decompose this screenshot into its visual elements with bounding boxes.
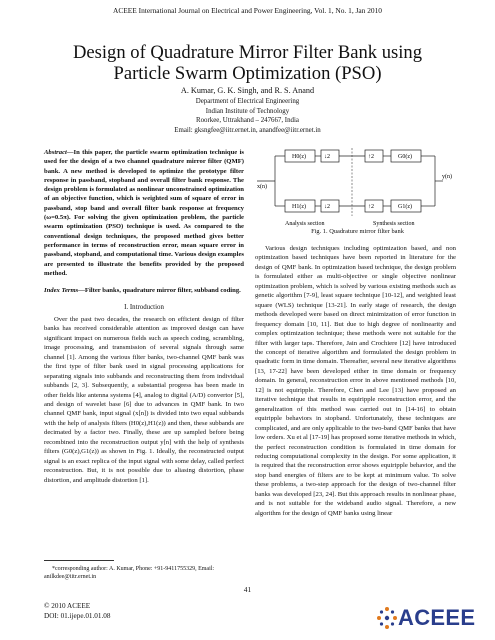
copyright-text: © 2010 ACEEE (44, 602, 91, 610)
doi-text[interactable]: DOI: 01.ijepe.01.01.08 (44, 611, 111, 620)
title-line: Design of Quadrature Mirror Filter Bank using (72, 42, 423, 63)
footnote-rule (44, 560, 114, 561)
affiliation-line: Indian Institute of Technology (205, 107, 290, 115)
journal-header: ACEEE International Journal on Electrical and Power Engineering, Vol. 1, No. 1, Jan 2010 (112, 6, 382, 15)
h1-label: H1(z) (292, 204, 306, 210)
title-line: Particle Swarm Optimization (PSO) (113, 63, 382, 84)
downsampler-label: ↓2 (324, 204, 330, 210)
copyright-block (44, 602, 110, 621)
authors: A. Kumar, G. K. Singh, and R. S. Anand (180, 86, 315, 95)
qmf-bank-diagram (255, 148, 460, 238)
left-column (44, 148, 244, 485)
input-label: x(n) (257, 184, 267, 190)
index-terms (44, 286, 244, 295)
output-label: y(n) (442, 174, 452, 180)
aceee-logo (376, 604, 486, 632)
affiliation-email[interactable]: Email: gksngfee@iitr.ernet.in, anandfee@iitr.ernet.in (174, 126, 321, 134)
g1-label: G1(z) (398, 204, 412, 210)
downsampler-label: ↓2 (324, 154, 330, 160)
paper-title (20, 42, 475, 84)
affiliation (0, 97, 495, 135)
abstract (44, 148, 244, 278)
abstract-label: Abstract— (44, 149, 74, 156)
footnote: *corresponding author: A. Kumar, Phone: +91-9411755329, Email: anilkdee@iitr.ernet.in (44, 566, 215, 580)
logo-star-icon (376, 605, 398, 631)
affiliation-line: Department of Electrical Engineering (195, 98, 300, 105)
body-paragraph: Various design techniques including optimization based, and non optimization based techniques have been reported in literature for the design of QMF bank. In optimization based technique, the design problem is formulated either as multi-objective or single objective nonlinear optimization problem, which is solved by various existing methods such as genetic algorithm [7-9], least square technique [10-12], and weighted least square (WLS) technique [13-21]. In early stage of research, the design methods developed were based on direct minimization of error function in frequency domain [10, 11]. But due to high degree of nonlinearity and complex optimization technique; these methods were not suitable for the filter with larger taps. Therefore, Jain and Crochiere [12] have introduced the concept of iterative algorithm and formulated the design problem in quadratic form in time domain. Thereafter, several new iterative algorithms [13, 17-22] have been developed either in time domain or frequency domain. In general, reconstruction error in above mentioned methods [10, 12] is not equiripple. Therefore, Chen and Lee [13] have proposed an iterative technique that results in equiripple reconstruction error, and the generalization of this method was carried out in [14-16] to obtain equiripple behaviors in stopband. Unfortunately, these techniques are complicated, and are only applicable to the two-band QMF banks that have low orders. Xu et al [17-19] has proposed some iterative methods in which, the perfect reconstruction condition is formulated in time domain for reducing computational complexity in the design. For some application, it is required that the reconstruction error shows equiripple behavior, and the stop band energies of filters are to be kept at minimum value. To solve these problems, a two-step approach for the design of two-channel filter banks was developed [23, 24]. But this approach results in nonlinear phase, and is not suitable for the wideband audio signal. Therefore, a new algorithm for the design of QMF banks using linear (255, 245, 456, 517)
logo-text: ACEEE (398, 605, 476, 630)
affiliation-line: Roorkee, Uttrakhand – 247667, India (196, 117, 299, 125)
figure-caption: Fig. 1. Quadrature mirror filter bank (311, 228, 404, 235)
section-heading: I. Introduction (124, 304, 164, 312)
index-terms-text: Filter banks, quadrature mirror filter, subband coding. (84, 287, 241, 295)
synthesis-section-label: Synthesis section (373, 221, 415, 227)
analysis-section-label: Analysis section (285, 221, 325, 227)
h0-label: H0(z) (292, 154, 306, 160)
abstract-text: In this paper, the particle swarm optimization technique is used for the design of a two channel quadrature mirror filter (QMF) bank. A new method is developed to optimize the prototype filter response in passband, stopband and overall filter bank response. The design problem is formulated as nonlinear unconstrained optimization of an objective function, which is weighted sum of square of error in passband, stop band and overall filter bank response at frequency (ω=0.5π). For solving the given optimization problem, the particle swarm optimization (PSO) technique is used. As compared to the conventional design techniques, the proposed method gives better performance in terms of reconstruction error, mean square error in passband, stopband, and computational time. Various design examples are presented to illustrate the benefits provided by the proposed method. (44, 149, 244, 277)
upsampler-label: ↑2 (368, 154, 374, 160)
index-terms-label: Index Terms— (44, 287, 85, 295)
upsampler-label: ↑2 (368, 204, 374, 210)
page-number: 41 (243, 585, 252, 594)
right-column (255, 244, 456, 518)
g0-label: G0(z) (398, 154, 412, 160)
body-paragraph: Over the past two decades, the research on efficient design of filter banks has received considerable attention as improved design can have significant impact on numerous fields such as speech coding, scrambling, image processing, and transmission of several signals through same channel [1]. Among the various filter banks, two-channel QMF bank was the first type of filter bank used in signal processing applications for separating signals into subbands and reconstructing them from individual subbands [2, 3]. Subsequently, a substantial progress has been made in other fields like antenna systems [4], analog to digital (A/D) convertor [5], and design of wavelet base [6] due to advances in QMF bank. In two channel QMF bank, input signal (x[n]) is divided into two equal subbands with the help of analysis filters (H0(z),H1(z)) and then, these subbands are decimated by a factor two. Finally, these are up sampled before being recombined into the reconstruction output y[n] with the help of synthesis filters (G0(z),G1(z)) as shown in Fig. 1. Ideally, the reconstructed output signal is an exact replica of the input signal with some delay, called perfect reconstruction. But, it is not possible due to aliasing distortion, phase distortion, and amplitude distortion [1]. (44, 315, 244, 484)
